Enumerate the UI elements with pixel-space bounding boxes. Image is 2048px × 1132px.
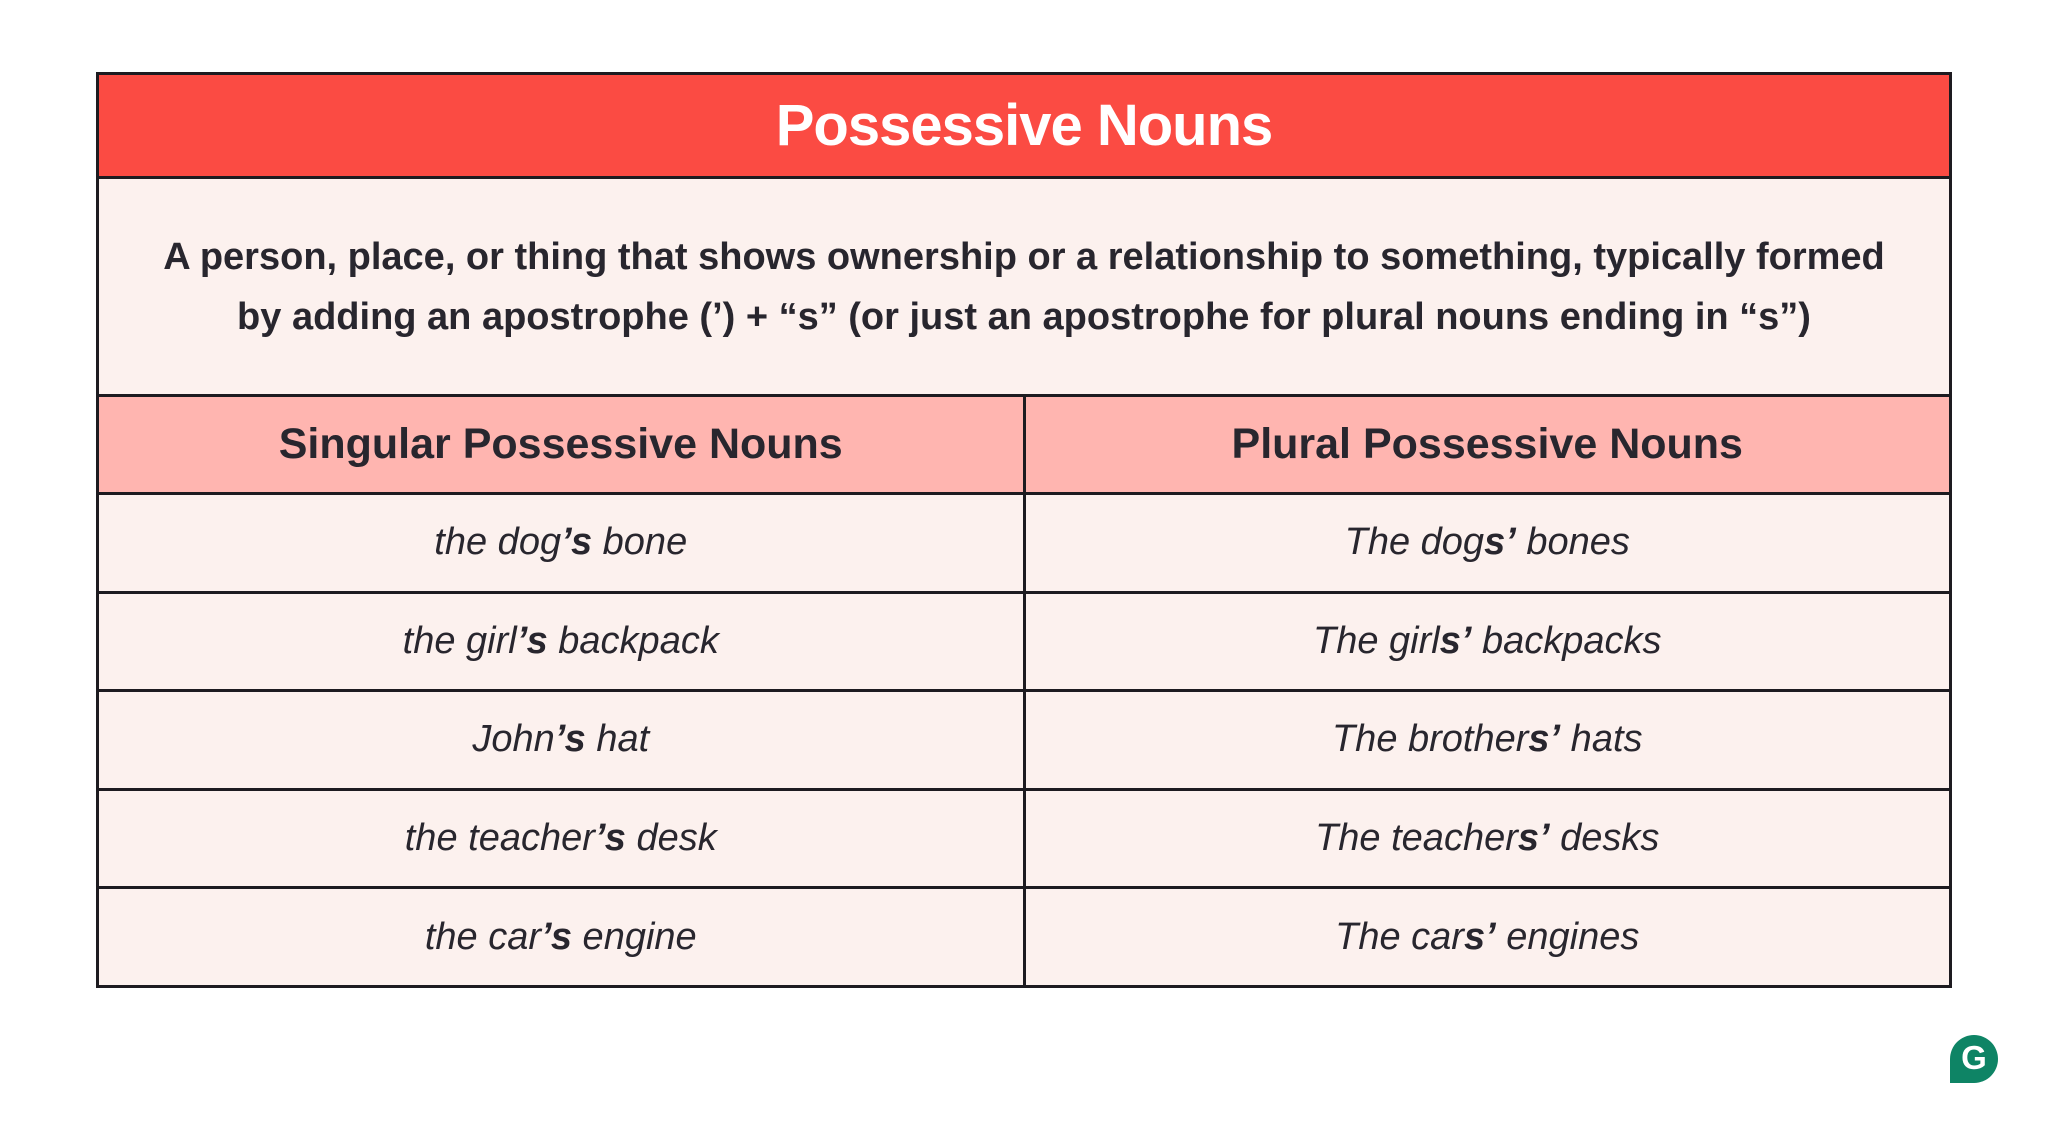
example-text-bold: ’s [540, 915, 572, 958]
singular-example-cell [99, 889, 1026, 985]
example-text-regular: engines [1495, 915, 1640, 958]
column-header-singular: Singular Possessive Nouns [278, 420, 843, 468]
example-text-regular: the dog [434, 521, 562, 564]
plural-example [1345, 521, 1630, 564]
column-header-row [99, 397, 1949, 495]
example-text-regular: The teacher [1315, 817, 1518, 860]
example-text-regular: engine [572, 915, 697, 958]
table-row [99, 495, 1949, 594]
logo-letter-g: G [1961, 1039, 1987, 1076]
example-text-bold: s’ [1463, 915, 1496, 958]
example-text-regular: bone [592, 521, 688, 564]
example-text-regular: desks [1549, 817, 1660, 860]
table-row [99, 692, 1949, 791]
singular-example [425, 916, 697, 959]
singular-example-cell [99, 594, 1026, 690]
singular-example-cell [99, 692, 1026, 788]
example-text-regular: The girl [1312, 619, 1440, 662]
column-header-plural: Plural Possessive Nouns [1231, 420, 1743, 468]
example-text-regular: backpack [547, 619, 719, 662]
example-text-regular: desk [625, 817, 717, 860]
plural-example [1335, 916, 1639, 959]
plural-example-cell [1026, 791, 1950, 887]
plural-example-cell [1026, 594, 1950, 690]
table-row [99, 791, 1949, 890]
singular-example-cell [99, 495, 1026, 591]
example-text-regular: backpacks [1471, 619, 1662, 662]
column-header-singular-cell [99, 397, 1026, 492]
table-row [99, 889, 1949, 985]
example-text-regular: The car [1335, 915, 1464, 958]
example-text-bold: ’s [561, 521, 593, 564]
example-text-bold: ’s [554, 718, 586, 761]
grammarly-logo-icon [1950, 1035, 1998, 1083]
example-text-regular: the teacher [404, 817, 595, 860]
example-text-bold: s’ [1517, 817, 1550, 860]
plural-example [1332, 718, 1643, 761]
table-row [99, 594, 1949, 693]
example-text-bold: s’ [1484, 521, 1516, 564]
example-text-regular: hat [585, 718, 650, 761]
definition-line-2: by adding an apostrophe (’) + “s” (or just an apostrophe for plural nouns ending in “s”) [237, 295, 1811, 338]
singular-example [405, 817, 717, 860]
example-text-regular: the girl [402, 619, 517, 662]
plural-example [1315, 817, 1659, 860]
possessive-nouns-table [96, 72, 1952, 988]
plural-example-cell [1026, 889, 1950, 985]
example-text-regular: hats [1560, 718, 1643, 761]
page-title: Possessive Nouns [775, 93, 1273, 158]
singular-example-cell [99, 791, 1026, 887]
singular-example [434, 521, 687, 564]
example-text-regular: John [472, 718, 555, 761]
example-text-bold: s’ [1439, 619, 1472, 662]
plural-example-cell [1026, 692, 1950, 788]
definition-section [99, 179, 1949, 397]
example-text-regular: the car [424, 915, 541, 958]
example-text-bold: s’ [1528, 718, 1561, 761]
example-text-bold: ’s [516, 619, 548, 662]
singular-example [403, 620, 719, 663]
definition-line-1: A person, place, or thing that shows ownership or a relationship to something, typically formed [163, 235, 1885, 278]
column-header-plural-cell [1026, 397, 1950, 492]
example-text-regular: The brother [1331, 718, 1529, 761]
table-title-band [99, 75, 1949, 179]
example-text-regular: The dog [1344, 521, 1485, 564]
plural-example [1313, 620, 1662, 663]
example-text-regular: bones [1515, 521, 1630, 564]
plural-example-cell [1026, 495, 1950, 591]
singular-example [472, 718, 649, 761]
example-text-bold: ’s [594, 817, 626, 860]
